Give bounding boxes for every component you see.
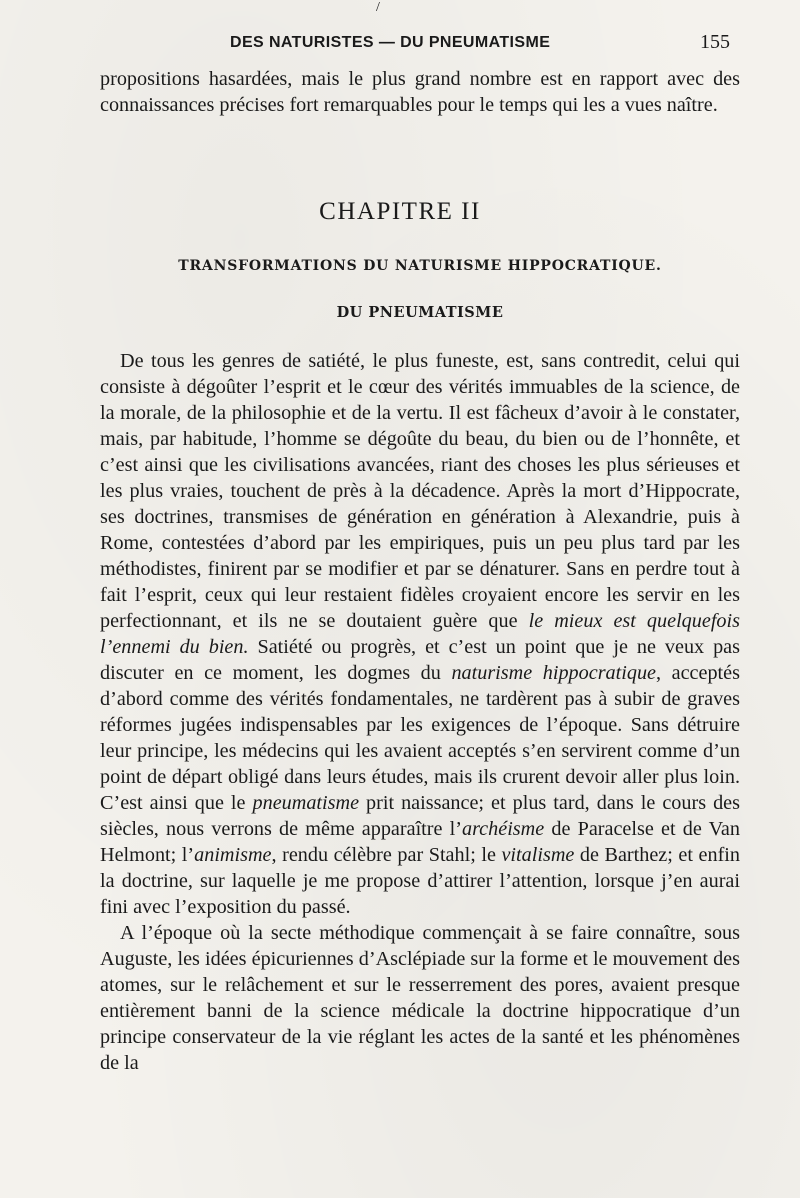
paragraph-1-text-7: de Barthez; et enfin la doctrine, sur laquelle je me propose d’attirer l’attention, lorsque j’en aurai fini avec l’exposition du passé. xyxy=(100,844,740,918)
paragraph-1-text-1: De tous les genres de satiété, le plus funeste, est, sans contredit, celui qui consiste à dégoûter l’esprit et le cœur des vérités immuables de la science, de la morale, de la philosophie et de la vertu. Il est fâcheux d’avoir à le constater, mais, par habitude, l’homme se dégoûte du beau, du bien ou de l’honnête, et c’est ainsi que les civilisations avancées, riant des choses les plus sérieuses et les plus vraies, touchent de près à la décadence. Après la mort d’Hippocrate, ses doctrines, transmises de génération en génération à Alexandrie, puis à Rome, contestées d’abord par les empiriques, puis un peu plus tard par les méthodistes, finirent par se modifier et par se dénaturer. Sans en perdre tout à fait l’esprit, ceux qui leur restaient fidèles croyaient encore les servir en les perfectionnant, et ils ne se doutaient guère que xyxy=(100,350,740,632)
continuation-paragraph: propositions hasardées, mais le plus grand nombre est en rapport avec des connaissances précises fort remarquables pour le temps qui les a vues naître. xyxy=(100,68,740,116)
main-text xyxy=(100,348,740,1076)
running-head: DES NATURISTES — DU PNEUMATISME xyxy=(230,34,551,51)
paragraph-1-italic-6: vitalisme xyxy=(501,844,575,866)
paragraph-1-italic-5: animisme xyxy=(194,844,272,866)
paragraph-1-text-2: Satiété ou progrès, et c’est un point que je ne veux pas discuter en ce moment, les dogmes du xyxy=(100,636,740,684)
continuation-block xyxy=(100,66,740,118)
paragraph-1-text-4: prit naissance; et plus tard, dans le cours des siècles, nous verrons de même apparaître l’ xyxy=(100,792,740,840)
paragraph-1 xyxy=(100,348,740,920)
paragraph-1-italic-3: pneumatisme xyxy=(252,792,360,814)
paragraph-1-italic-2: naturisme hippocratique xyxy=(451,662,657,684)
chapter-subtitle: TRANSFORMATIONS DU NATURISME HIPPOCRATIQUE. xyxy=(178,258,662,274)
paragraph-1-italic-4: archéisme xyxy=(461,818,545,840)
page-header xyxy=(100,31,730,56)
chapter-title: CHAPITRE II xyxy=(319,198,481,225)
section-title: DU PNEUMATISME xyxy=(336,304,504,321)
paragraph-1-text-6: , rendu célèbre par Stahl; le xyxy=(271,844,502,866)
top-mark: / xyxy=(376,0,380,15)
paragraph-1-italic-1: le mieux est quelquefois l’ennemi du bien. xyxy=(100,610,740,658)
page-number: 155 xyxy=(700,31,730,53)
paragraph-1-text-3: , acceptés d’abord comme des vérités fondamentales, ne tardèrent pas à subir de graves réformes jugées indispensables par les exigences de l’époque. Sans détruire leur principe, les médecins qui les avaient acceptés s’en servirent comme d’un point de départ obligé dans leurs études, mais ils crurent devoir aller plus loin. C’est ainsi que le xyxy=(100,662,740,814)
paragraph-1-text-5: de Paracelse et de Van Helmont; l’ xyxy=(100,818,740,866)
paragraph-2: A l’époque où la secte méthodique commençait à se faire connaître, sous Auguste, les idées épicuriennes d’Asclépiade sur la forme et le mouvement des atomes, sur le relâchement et sur le resserrement des pores, avaient presque entièrement banni de la science médicale la doctrine hippocratique d’un principe conservateur de la vie réglant les actes de la santé et les phénomènes de la xyxy=(100,922,740,1074)
